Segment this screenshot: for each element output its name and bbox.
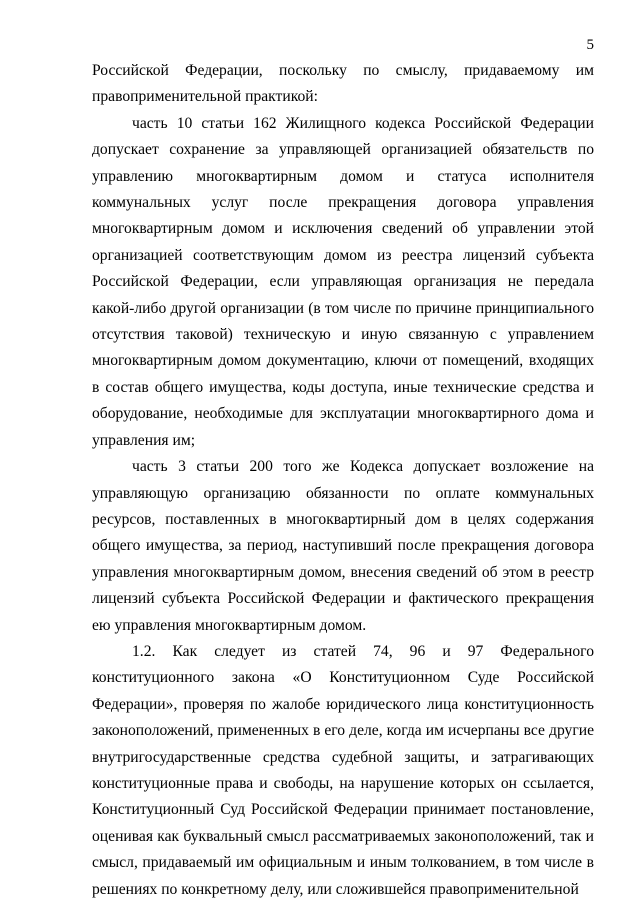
paragraph-part-3-article-200: часть 3 статьи 200 того же Кодекса допускает возложение на управляющую организацию обязанности по оплате коммунальных ресурсов, поставленных в многоквартирный дом в целях содержания общего имущества, за период, наступивший после прекращения договора управления многоквартирным домом, внесения сведений об этом в реестр лицензий субъекта Российской Федерации и фактического прекращения ею управления многоквартирным домом. <box>92 458 594 634</box>
page-number: 5 <box>586 37 594 53</box>
paragraph-continuation: Российской Федерации, поскольку по смыслу, придаваемому им правоприменительной практикой: <box>92 62 594 106</box>
paragraph-part-10-article-162: часть 10 статьи 162 Жилищного кодекса Российской Федерации допускает сохранение за управляющей организацией обязательств по управлению многоквартирным домом и статуса исполнителя коммунальных услуг после прекращения договора управления многоквартирным домом и исключения сведений об управлении этой организацией соответствующим домом из реестра лицензий субъекта Российской Федерации, если управляющая организация не передала какой-либо другой организации (в том числе по причине принципиального отсутствия таковой) техническую и иную связанную с управлением многоквартирным домом документацию, ключи от помещений, входящих в состав общего имущества, коды доступа, иные технические средства и оборудование, необходимые для эксплуатации многоквартирного дома и управления им; <box>92 114 594 449</box>
paragraph-1-2: 1.2. Как следует из статей 74, 96 и 97 Федерального конституционного закона «О Конституционном Суде Российской Федерации», проверяя по жалобе юридического лица конституционность законоположений, примененных в его деле, когда им исчерпаны все другие внутригосударственные средства судебной защиты, и затрагивающих конституционные права и свободы, на нарушение которых он ссылается, Конституционный Суд Российской Федерации принимает постановление, оценивая как буквальный смысл рассматриваемых законоположений, так и смысл, придаваемый им официальным и иным толкованием, в том числе в решениях по конкретному делу, или сложившейся правоприменительной <box>92 642 594 898</box>
document-body <box>92 58 594 903</box>
